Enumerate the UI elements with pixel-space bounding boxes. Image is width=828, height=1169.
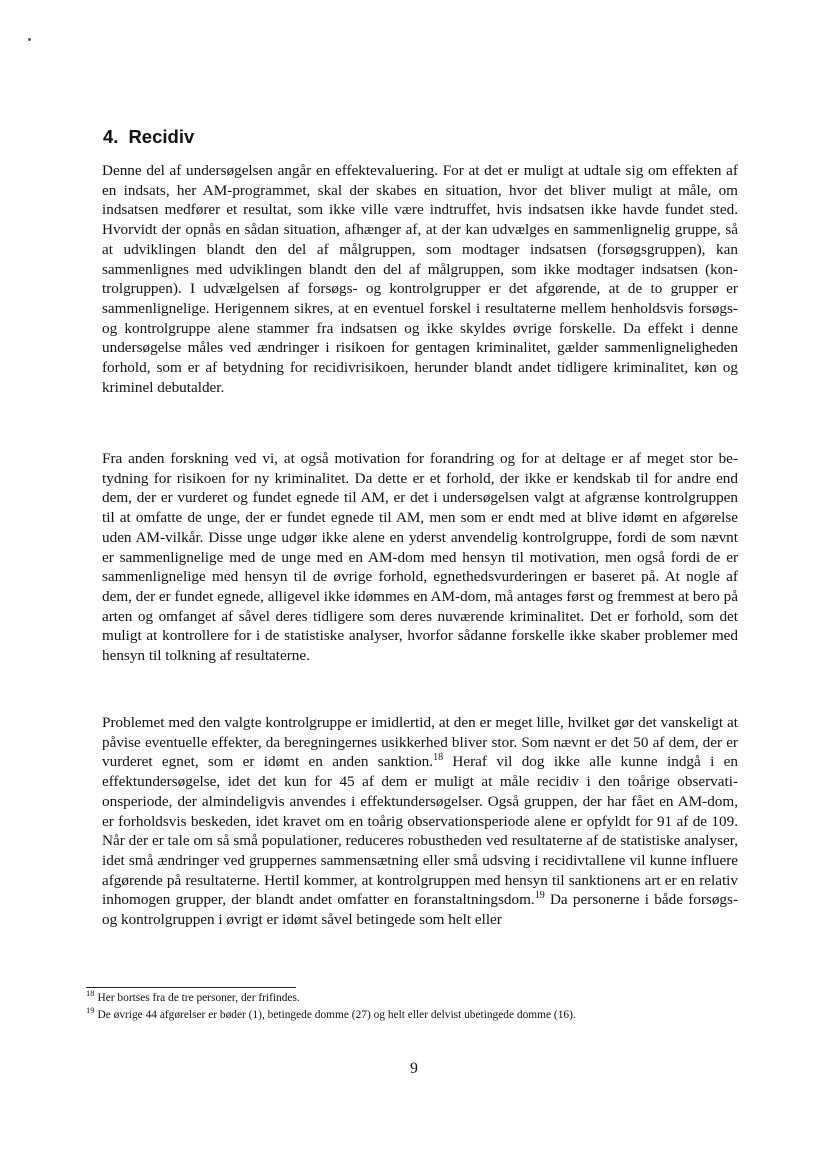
page-number: 9: [410, 1060, 418, 1077]
section-number: 4.: [103, 126, 119, 147]
section-title: Recidiv: [128, 126, 195, 147]
footnotes: [86, 990, 746, 1024]
section-heading: [103, 126, 194, 148]
paragraph-3: [102, 713, 738, 930]
paragraph-3-part-2: Heraf vil dog ikke alle kunne indgå i en effektundersøgelse, idet det kun for 45 af dem er muligt at måle recidiv i den toårige observationsperiode, der almindeligvis anvendes i effektundersøgelser. Også gruppen, der har fået en AM-dom, er forholdsvis beskeden, idet kravet om en toårig observationsperiode alene er opfyldt for 91 af de 109. Når der er tale om så små populationer, reduceres robustheden ved resultaterne af de statistiske analyser, idet små ændringer ved gruppernes sammensætning eller små udsving i recidivtallene vil kunne influere afgørende på resultaterne. Hertil kommer, at kontrolgruppen med hensyn til sanktionens art er en relativ inhomogen grupper, der blandt andet omfatter en foranstaltningsdom.: [102, 753, 738, 909]
footnote-19: [86, 1007, 746, 1024]
footnote-text: De øvrige 44 afgørelser er bøder (1), betingede domme (27) og helt eller delvist ubetingede domme (16).: [97, 1009, 576, 1021]
footnote-18: [86, 990, 746, 1007]
paragraph-3-part-1: Problemet med den valgte kontrolgruppe er imidlertid, at den er meget lille, hvilket gør det vanskeligt at påvise eventuelle effekter, da beregningernes usikkerhed bliver stor. Som nævnt er det 50 af dem, der er vurderet egnet, som er idømt en anden sanktion.: [102, 714, 738, 771]
scan-speck: [28, 38, 31, 41]
footnote-ref-19: 19: [534, 890, 545, 902]
footnote-divider: [86, 987, 296, 988]
footnote-number: 19: [86, 1005, 95, 1016]
paragraph-2: Fra anden forskning ved vi, at også motivation for forandring og for at deltage er af meget stor betydning for risikoen for ny kriminalitet. Da dette er et forhold, der ikke er kendskab til for andre end dem, der er vurderet og fundet egnede til AM, er det i undersøgelsen valgt at afgrænse kontrolgruppen til at omfatte de unge, der er fundet egnede til AM, men som er endt med at blive idømt en afgørelse uden AM-vilkår. Disse unge udgør ikke alene en yderst anvendelig kontrolgruppe, fordi de som nævnt er sammenlignelige med de unge med en AM-dom med hensyn til motivation, men også fordi de er sammenlignelige med hensyn til de øvrige forhold, egnethedsvurderingen er baseret på. At nogle af dem, der er fundet egnede, alligevel ikke idømmes en AM-dom, må antages først og fremmest at bero på arten og omfanget af såvel deres tidligere som deres nuværende kriminalitet. Det er forhold, som det muligt at kontrollere for i de statistiske analyser, hvorfor sådanne forskelle ikke skaber problemer med hensyn til tolkning af resultaterne.: [102, 450, 738, 665]
paragraph-3-part-3: Da personerne i både forsøgs- og kontrolgruppen i øvrigt er idømt såvel betingede som helt eller: [102, 891, 738, 929]
footnote-number: 18: [86, 988, 95, 999]
footnote-text: Her bortses fra de tre personer, der frifindes.: [97, 992, 300, 1004]
footnote-ref-18: 18: [433, 752, 444, 764]
paragraph-1: Denne del af undersøgelsen angår en effektevaluering. For at det er muligt at udtale sig om effekten af en indsats, her AM-programmet, skal der skabes en situation, hvor det bliver muligt at måle, om indsatsen medfører et resultat, som ikke ville være indtruffet, hvis indsatsen ikke havde fundet sted. Hvorvidt der opnås en sådan situation, afhænger af, at der kan udvælges en sammenlignelig gruppe, så at udviklingen blandt den del af målgruppen, som modtager indsatsen (forsøgsgruppen), kan sammenlignes med udviklingen blandt den del af målgruppen, som ikke modtager indsatsen (kontrolgruppen). I udvælgelsen af forsøgs- og kontrolgrupper er det afgørende, at de to grupper er sammenlignelige. Herigennem sikres, at en eventuel forskel i resultaterne mellem henholdsvis forsøgs- og kontrolgruppe alene stammer fra indsatsen og ikke skyldes øvrige forskelle. Da effekt i denne undersøgelse måles ved ændringer i risikoen for gentagen kriminalitet, gælder sammenligneligheden forhold, som er af betydning for recidivrisikoen, herunder blandt andet tidligere kriminalitet, køn og kriminel debutalder.: [102, 162, 738, 396]
